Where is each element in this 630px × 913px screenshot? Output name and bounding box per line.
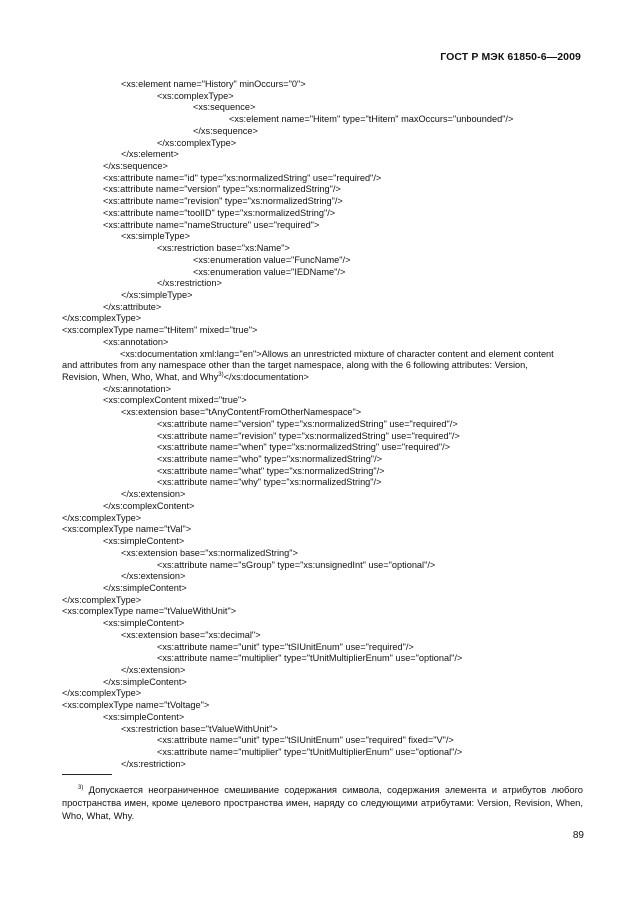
code-line: <xs:simpleContent> [103, 618, 185, 629]
code-line: <xs:documentation xml:lang="en">Allows an unrestricted mixture of character content and element content [120, 348, 554, 359]
code-line: </xs:attribute> [103, 301, 162, 312]
code-line: <xs:simpleContent> [103, 536, 185, 547]
code-text: Revision, When, Who, What, and Why [62, 371, 219, 382]
code-line: <xs:extension base="xs:normalizedString"> [121, 547, 298, 558]
code-line: <xs:attribute name="what" type="xs:normalizedString"/> [157, 465, 385, 476]
code-line: <xs:restriction base="tValueWithUnit"> [121, 723, 278, 734]
code-line: <xs:attribute name="multiplier" type="tUnitMultiplierEnum" use="optional"/> [157, 653, 463, 664]
code-line: <xs:attribute name="toolID" type="xs:normalizedString"/> [103, 207, 336, 218]
code-line: </xs:restriction> [121, 758, 186, 769]
code-line: <xs:complexType name="tValueWithUnit"> [62, 606, 237, 617]
code-line: <xs:extension base="xs:decimal"> [121, 629, 261, 640]
code-line: </xs:complexType> [62, 594, 142, 605]
code-line: <xs:simpleType> [121, 231, 190, 242]
code-line: </xs:extension> [121, 489, 186, 500]
code-line: <xs:attribute name="who" type="xs:normalizedString"/> [157, 454, 382, 465]
code-line: <xs:complexType name="tVal"> [62, 524, 192, 535]
footnote-marker: 3) [78, 784, 84, 791]
code-line [62, 372, 582, 384]
code-line: </xs:restriction> [157, 278, 222, 289]
footnote [62, 783, 583, 822]
code-line: <xs:complexType> [157, 90, 234, 101]
code-line: <xs:sequence> [193, 102, 256, 113]
code-line: </xs:sequence> [193, 125, 258, 136]
code-line: <xs:attribute name="when" type="xs:normalizedString" use="required"/> [157, 442, 451, 453]
footnote-separator [62, 774, 112, 775]
code-line: </xs:element> [121, 149, 179, 160]
code-line: </xs:simpleType> [121, 289, 193, 300]
code-line: <xs:restriction base="xs:Name"> [157, 243, 290, 254]
code-line: </xs:extension> [121, 665, 186, 675]
code-line: <xs:attribute name="nameStructure" use="required"> [103, 219, 320, 230]
code-line: </xs:simpleContent> [103, 582, 187, 593]
footnote-reference: 3) [218, 371, 224, 378]
documentation-paragraph [62, 349, 582, 384]
code-line: <xs:simpleContent> [103, 711, 185, 722]
page-number: 89 [572, 830, 584, 841]
code-line: <xs:attribute name="revision" type="xs:normalizedString" use="required"/> [157, 430, 460, 441]
code-line: </xs:complexContent> [103, 500, 195, 511]
code-line: <xs:complexType name="tHitem" mixed="true"> [62, 325, 258, 336]
code-line: </xs:complexType> [62, 512, 142, 523]
code-line: </xs:complexType> [62, 688, 142, 699]
code-line: </xs:extension> [121, 571, 186, 582]
code-line: </xs:simpleContent> [103, 676, 187, 687]
code-text: </xs:documentation> [223, 371, 309, 382]
code-line: <xs:attribute name="sGroup" type="xs:unsignedInt" use="optional"/> [157, 559, 436, 570]
code-line: <xs:element name="History" minOccurs="0"> [121, 79, 306, 89]
code-line: <xs:attribute name="why" type="xs:normalizedString"/> [157, 477, 382, 488]
code-line: <xs:enumeration value="IEDName"/> [193, 266, 346, 277]
code-line: <xs:annotation> [103, 336, 169, 347]
code-line: <xs:extension base="tAnyContentFromOtherNamespace"> [121, 407, 362, 418]
code-line: <xs:attribute name="multiplier" type="tUnitMultiplierEnum" use="optional"/> [157, 747, 463, 758]
footnote-text: Допускается неограниченное смешивание содержания символа, содержания элемента и атрибутов любого пространства имен, кроме целевого пространства имен, наряду со следующими атрибутами: Version, Revision, When, Who, What, Why. [62, 784, 584, 821]
code-line: <xs:attribute name="unit" type="tSIUnitEnum" use="required" fixed="V"/> [157, 735, 454, 746]
code-line: <xs:attribute name="id" type="xs:normalizedString" use="required"/> [103, 172, 382, 183]
code-line: <xs:attribute name="unit" type="tSIUnitEnum" use="required"/> [157, 641, 414, 652]
code-line: <xs:attribute name="revision" type="xs:normalizedString"/> [103, 196, 343, 207]
code-line: <xs:complexContent mixed="true"> [103, 395, 247, 406]
document-header: ГОСТ Р МЭК 61850-6—2009 [440, 51, 581, 63]
code-line: </xs:complexType> [62, 313, 142, 324]
code-line: </xs:annotation> [103, 383, 171, 394]
code-line: <xs:enumeration value="FuncName"/> [193, 254, 351, 265]
code-line: <xs:attribute name="version" type="xs:normalizedString" use="required"/> [157, 418, 458, 429]
code-line: <xs:attribute name="version" type="xs:normalizedString"/> [103, 184, 341, 195]
code-line: </xs:sequence> [103, 161, 168, 172]
code-line: </xs:complexType> [157, 137, 237, 148]
code-line: <xs:element name="Hitem" type="tHitem" maxOccurs="unbounded"/> [229, 114, 514, 125]
code-line: <xs:complexType name="tVoltage"> [62, 700, 210, 711]
code-line: and attributes from any namespace other than the target namespace, along with the 6 following attributes: Version, [62, 360, 528, 371]
